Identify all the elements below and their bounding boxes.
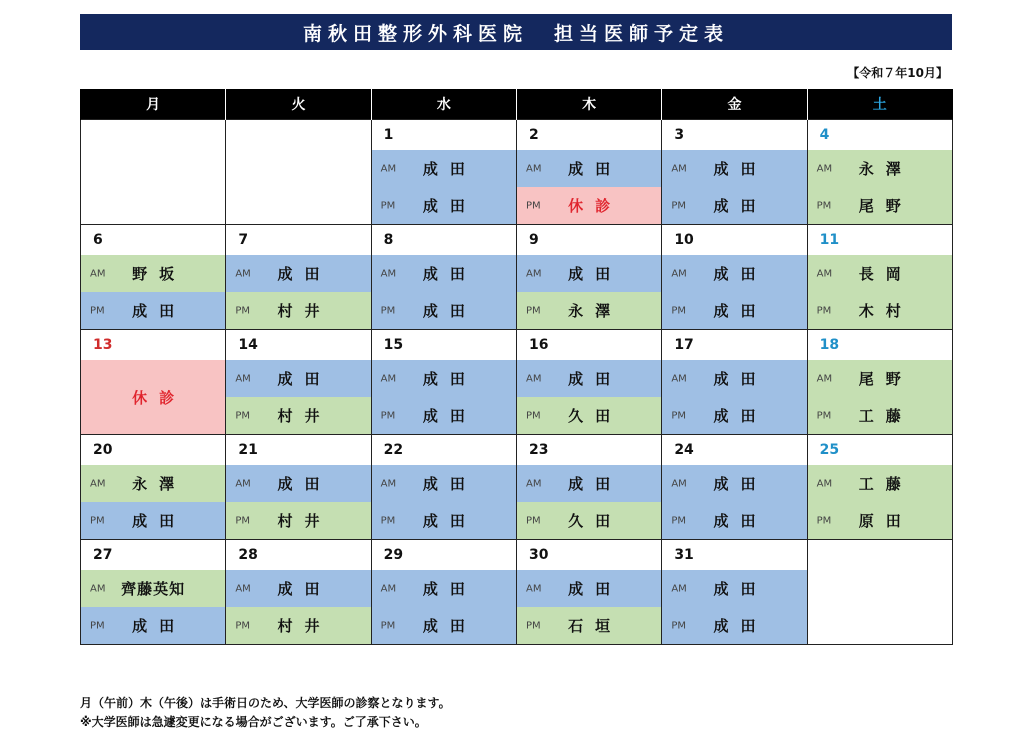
- title-bar: [80, 14, 952, 50]
- pm-tag: PM: [816, 305, 832, 316]
- am-tag: AM: [380, 373, 397, 384]
- day-cell: [662, 120, 807, 225]
- am-slot: [517, 255, 661, 292]
- day-number: 16: [517, 330, 661, 360]
- pm-doctor: 成田: [713, 407, 768, 425]
- am-tag: AM: [816, 163, 833, 174]
- day-cell: [81, 225, 226, 330]
- pm-doctor: 休診: [568, 197, 623, 215]
- schedule-calendar: [80, 89, 953, 645]
- weekday-thu: 木: [516, 89, 661, 120]
- day-cell: [516, 435, 661, 540]
- day-number: 17: [662, 330, 806, 360]
- day-cell: [807, 330, 952, 435]
- pm-tag: PM: [671, 515, 686, 526]
- am-doctor: 成田: [713, 265, 768, 283]
- weekday-fri: 金: [662, 89, 807, 120]
- am-slot: [808, 360, 952, 397]
- am-slot: [372, 150, 516, 187]
- pm-tag: PM: [380, 305, 396, 316]
- pm-slot: [226, 502, 370, 539]
- pm-tag: PM: [380, 200, 396, 211]
- pm-tag: PM: [671, 620, 686, 631]
- day-number: 20: [81, 435, 225, 465]
- am-slot: [517, 465, 661, 502]
- pm-slot: [808, 187, 952, 224]
- day-number: 11: [808, 225, 952, 255]
- am-slot: [81, 465, 225, 502]
- am-doctor: 成田: [422, 370, 477, 388]
- weekday-sat: 土: [807, 89, 952, 120]
- day-cell: [807, 540, 952, 645]
- day-cell: [371, 330, 516, 435]
- am-tag: AM: [671, 583, 687, 594]
- pm-slot: [372, 187, 516, 224]
- am-doctor: 成田: [713, 475, 768, 493]
- am-tag: AM: [671, 163, 687, 174]
- pm-slot: [662, 397, 806, 434]
- pm-slot: [517, 187, 661, 224]
- pm-doctor: 村井: [277, 302, 332, 320]
- day-number: 3: [662, 120, 806, 150]
- am-tag: AM: [90, 583, 106, 594]
- pm-tag: PM: [816, 200, 832, 211]
- pm-doctor: 永澤: [568, 302, 623, 320]
- note-change-warning: ※大学医師は急遽変更になる場合がございます。ご了承下さい。: [80, 715, 427, 729]
- am-doctor: 成田: [422, 160, 477, 178]
- week-row: [81, 330, 953, 435]
- pm-tag: PM: [380, 410, 396, 421]
- day-cell: [226, 330, 371, 435]
- week-row: [81, 435, 953, 540]
- am-doctor: 成田: [277, 580, 332, 598]
- pm-doctor: 成田: [713, 512, 768, 530]
- day-cell: [662, 540, 807, 645]
- am-tag: AM: [816, 478, 833, 489]
- pm-doctor: 村井: [277, 407, 332, 425]
- pm-tag: PM: [380, 620, 396, 631]
- weekday-wed: 水: [371, 89, 516, 120]
- pm-doctor: 村井: [277, 512, 332, 530]
- am-doctor: 成田: [713, 160, 768, 178]
- weekday-mon: 月: [81, 89, 226, 120]
- note-surgery-days: 月（午前）木（午後）は手術日のため、大学医師の診察となります。: [80, 696, 451, 710]
- am-doctor: 成田: [277, 475, 332, 493]
- day-number: 31: [662, 540, 806, 570]
- am-tag: AM: [671, 268, 687, 279]
- am-doctor: 成田: [277, 265, 332, 283]
- day-cell: [807, 225, 952, 330]
- pm-slot: [226, 397, 370, 434]
- am-slot: [226, 465, 370, 502]
- day-cell: [371, 435, 516, 540]
- am-doctor: 野坂: [132, 265, 187, 283]
- am-tag: AM: [90, 268, 106, 279]
- pm-doctor: 久田: [568, 512, 623, 530]
- pm-slot: [662, 607, 806, 644]
- am-doctor: 成田: [568, 265, 623, 283]
- date-label: 【令和７年10月】: [847, 66, 948, 80]
- am-slot: [226, 360, 370, 397]
- day-number: 23: [517, 435, 661, 465]
- pm-slot: [808, 292, 952, 329]
- day-number: 30: [517, 540, 661, 570]
- pm-slot: [81, 292, 225, 329]
- am-slot: [81, 255, 225, 292]
- am-slot: [372, 255, 516, 292]
- calendar-body: [81, 120, 953, 645]
- notes: [80, 694, 451, 732]
- pm-tag: PM: [90, 515, 105, 526]
- pm-slot: [517, 502, 661, 539]
- am-tag: AM: [671, 478, 687, 489]
- pm-slot: [372, 292, 516, 329]
- am-slot: [808, 255, 952, 292]
- day-cell: [516, 120, 661, 225]
- am-tag: AM: [671, 373, 687, 384]
- am-slot: [372, 570, 516, 607]
- am-tag: AM: [525, 373, 542, 384]
- pm-doctor: 成田: [422, 197, 477, 215]
- day-cell: [516, 225, 661, 330]
- am-doctor: 成田: [422, 580, 477, 598]
- pm-tag: PM: [235, 305, 250, 316]
- pm-tag: PM: [525, 305, 541, 316]
- pm-slot: [372, 607, 516, 644]
- am-doctor: 成田: [713, 370, 768, 388]
- pm-doctor: 成田: [713, 617, 768, 635]
- am-tag: AM: [235, 478, 251, 489]
- day-cell: [516, 540, 661, 645]
- pm-tag: PM: [90, 305, 105, 316]
- am-slot: [662, 465, 806, 502]
- am-doctor: 成田: [422, 265, 477, 283]
- week-row: [81, 120, 953, 225]
- am-tag: AM: [525, 163, 542, 174]
- day-cell: [226, 435, 371, 540]
- day-number: 18: [808, 330, 952, 360]
- day-cell: [226, 225, 371, 330]
- day-number: 2: [517, 120, 661, 150]
- day-number: 4: [808, 120, 952, 150]
- pm-doctor: 成田: [132, 512, 187, 530]
- clinic-name: 南秋田整形外科医院: [302, 22, 528, 45]
- day-number: 27: [81, 540, 225, 570]
- pm-tag: PM: [90, 620, 105, 631]
- day-cell: [662, 330, 807, 435]
- pm-slot: [372, 397, 516, 434]
- week-row: [81, 225, 953, 330]
- am-tag: AM: [235, 268, 251, 279]
- pm-tag: PM: [235, 620, 250, 631]
- pm-slot: [662, 187, 806, 224]
- day-number: 15: [372, 330, 516, 360]
- pm-doctor: 久田: [568, 407, 623, 425]
- pm-tag: PM: [816, 410, 832, 421]
- pm-tag: PM: [525, 410, 541, 421]
- pm-slot: [81, 502, 225, 539]
- day-number: 8: [372, 225, 516, 255]
- pm-tag: PM: [525, 200, 541, 211]
- am-tag: AM: [380, 163, 397, 174]
- day-cell: [81, 540, 226, 645]
- am-tag: AM: [235, 583, 251, 594]
- am-tag: AM: [380, 583, 397, 594]
- day-cell: [226, 120, 371, 225]
- am-slot: [662, 255, 806, 292]
- am-tag: AM: [380, 478, 397, 489]
- day-number: 13: [81, 330, 225, 360]
- pm-slot: [662, 502, 806, 539]
- pm-tag: PM: [525, 620, 541, 631]
- day-number: 7: [226, 225, 370, 255]
- am-tag: AM: [90, 478, 106, 489]
- am-slot: [662, 150, 806, 187]
- pm-tag: PM: [671, 305, 686, 316]
- day-number: 14: [226, 330, 370, 360]
- pm-tag: PM: [380, 515, 396, 526]
- am-doctor: 長岡: [858, 265, 913, 283]
- am-slot: [662, 360, 806, 397]
- pm-slot: [517, 397, 661, 434]
- pm-doctor: 成田: [422, 302, 477, 320]
- schedule-title: 担当医師予定表: [554, 22, 730, 45]
- am-tag: AM: [525, 478, 542, 489]
- week-row: [81, 540, 953, 645]
- am-slot: [808, 465, 952, 502]
- day-number: 24: [662, 435, 806, 465]
- am-slot: [662, 570, 806, 607]
- day-cell: [807, 120, 952, 225]
- pm-doctor: 工藤: [858, 407, 913, 425]
- pm-slot: [226, 607, 370, 644]
- day-cell: [371, 120, 516, 225]
- pm-tag: PM: [816, 515, 832, 526]
- am-doctor: 成田: [568, 580, 623, 598]
- pm-tag: PM: [235, 410, 250, 421]
- day-number: 9: [517, 225, 661, 255]
- am-tag: AM: [235, 373, 251, 384]
- pm-slot: [372, 502, 516, 539]
- pm-doctor: 村井: [277, 617, 332, 635]
- pm-slot: [517, 607, 661, 644]
- am-tag: AM: [525, 268, 542, 279]
- pm-slot: [808, 502, 952, 539]
- pm-doctor: 成田: [422, 512, 477, 530]
- day-cell: [81, 435, 226, 540]
- day-number: 28: [226, 540, 370, 570]
- day-cell: [516, 330, 661, 435]
- am-doctor: 齊藤英知: [121, 580, 186, 598]
- am-doctor: 成田: [568, 160, 623, 178]
- pm-slot: [517, 292, 661, 329]
- am-doctor: 永澤: [132, 475, 187, 493]
- pm-doctor: 石垣: [568, 617, 623, 635]
- am-slot: [517, 360, 661, 397]
- am-doctor: 成田: [277, 370, 332, 388]
- pm-slot: [808, 397, 952, 434]
- am-slot: [517, 150, 661, 187]
- day-number: 10: [662, 225, 806, 255]
- day-cell: [81, 330, 226, 435]
- am-doctor: 成田: [422, 475, 477, 493]
- pm-tag: PM: [525, 515, 541, 526]
- weekday-header-row: [81, 89, 953, 120]
- pm-tag: PM: [235, 515, 250, 526]
- pm-doctor: 木村: [858, 302, 913, 320]
- pm-slot: [662, 292, 806, 329]
- day-number: 6: [81, 225, 225, 255]
- am-slot: [372, 360, 516, 397]
- day-cell: [807, 435, 952, 540]
- am-slot: [226, 255, 370, 292]
- pm-doctor: 尾野: [858, 197, 913, 215]
- pm-doctor: 成田: [422, 617, 477, 635]
- am-slot: [372, 465, 516, 502]
- am-doctor: 工藤: [858, 475, 913, 493]
- pm-doctor: 成田: [422, 407, 477, 425]
- am-doctor: 成田: [568, 475, 623, 493]
- closed-day: 休診: [81, 360, 225, 434]
- day-cell: [662, 435, 807, 540]
- am-tag: AM: [816, 268, 833, 279]
- pm-slot: [81, 607, 225, 644]
- pm-doctor: 成田: [713, 197, 768, 215]
- day-number: 29: [372, 540, 516, 570]
- day-cell: [371, 540, 516, 645]
- day-cell: [226, 540, 371, 645]
- pm-doctor: 原田: [858, 512, 913, 530]
- am-slot: [517, 570, 661, 607]
- day-cell: [662, 225, 807, 330]
- pm-doctor: 成田: [132, 617, 187, 635]
- pm-doctor: 成田: [132, 302, 187, 320]
- pm-tag: PM: [671, 200, 686, 211]
- am-slot: [808, 150, 952, 187]
- am-tag: AM: [525, 583, 542, 594]
- am-doctor: 尾野: [858, 370, 913, 388]
- am-doctor: 永澤: [858, 160, 913, 178]
- day-cell: [371, 225, 516, 330]
- pm-tag: PM: [671, 410, 686, 421]
- am-tag: AM: [816, 373, 833, 384]
- day-cell: [81, 120, 226, 225]
- pm-doctor: 成田: [713, 302, 768, 320]
- pm-slot: [226, 292, 370, 329]
- day-number: 25: [808, 435, 952, 465]
- day-number: 1: [372, 120, 516, 150]
- day-number: 22: [372, 435, 516, 465]
- am-doctor: 成田: [568, 370, 623, 388]
- am-slot: [81, 570, 225, 607]
- am-slot: [226, 570, 370, 607]
- am-tag: AM: [380, 268, 397, 279]
- day-number: 21: [226, 435, 370, 465]
- weekday-tue: 火: [226, 89, 371, 120]
- am-doctor: 成田: [713, 580, 768, 598]
